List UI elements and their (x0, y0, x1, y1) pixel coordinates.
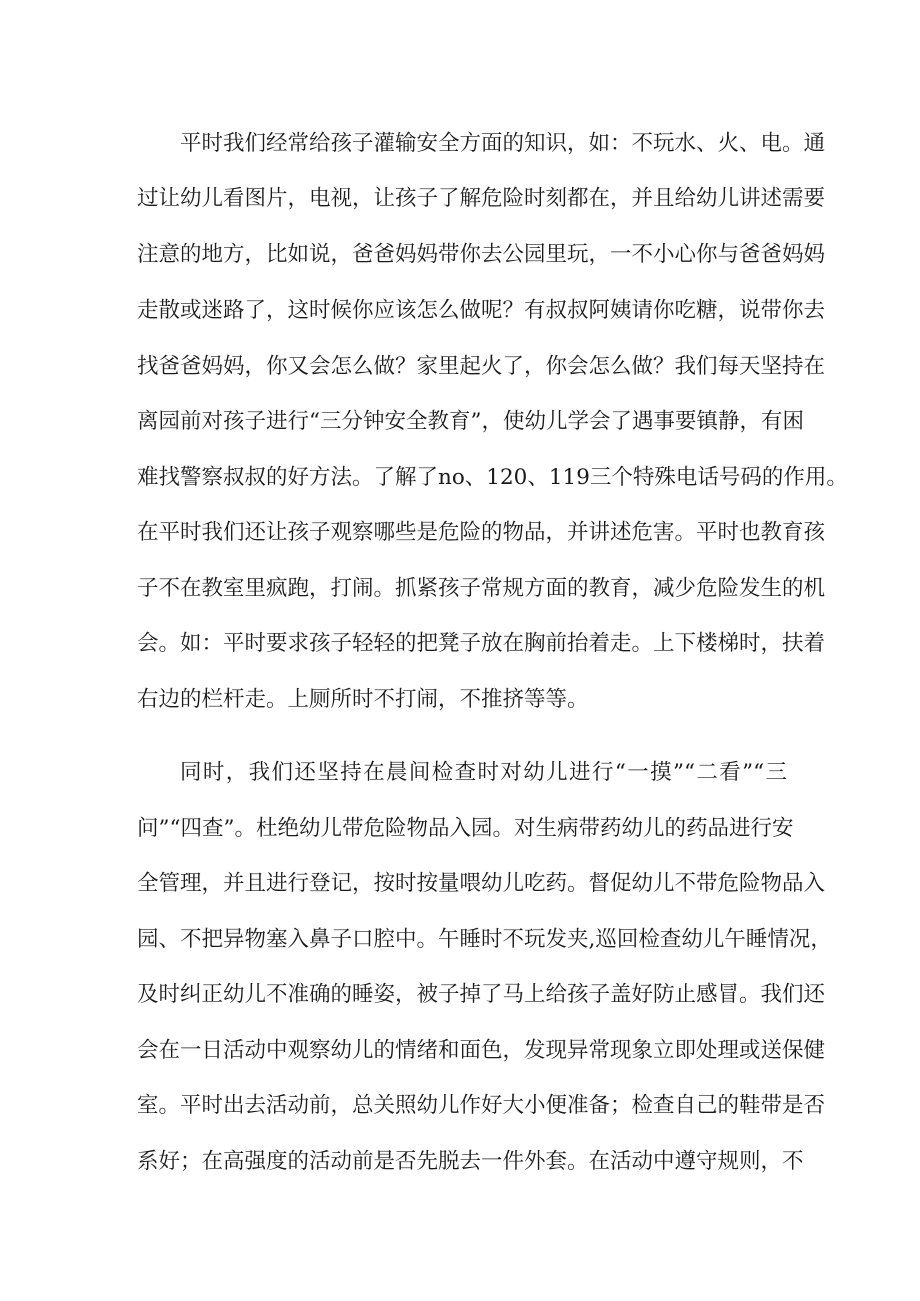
paragraph-1-line-1: 平时我们经常给孩子灌输安全方面的知识，如：不玩水、火、电。通 (180, 131, 826, 156)
paragraph-1-line-8: 在平时我们还让孩子观察哪些是危险的物品，并讲述危害。平时也教育孩 (137, 520, 826, 545)
paragraph-2-line-8: 系好；在高强度的活动前是否先脱去一件外套。在活动中遵守规则，不 (137, 1149, 804, 1174)
paragraph-2-line-6: 会在一日活动中观察幼儿的情绪和面色，发现异常现象立即处理或送保健 (137, 1038, 826, 1063)
paragraph-2-line-2: 问”“四查”。杜绝幼儿带危险物品入园。对生病带药幼儿的药品进行安 (137, 816, 794, 841)
paragraph-1-line-4: 走散或迷路了，这时候你应该怎么做呢？有叔叔阿姨请你吃糖，说带你去 (137, 298, 826, 323)
paragraph-1-line-3: 注意的地方，比如说，爸爸妈妈带你去公园里玩，一不小心你与爸爸妈妈 (137, 242, 826, 267)
paragraph-1-line-11: 右边的栏杆走。上厕所时不打闹，不推挤等等。 (137, 687, 589, 712)
paragraph-2-line-4: 园、不把异物塞入鼻子口腔中。午睡时不玩发夹,巡回检查幼儿午睡情况， (137, 927, 832, 952)
paragraph-2-line-5: 及时纠正幼儿不准确的睡姿，被子掉了马上给孩子盖好防止感冒。我们还 (137, 982, 826, 1007)
paragraph-2-line-3: 全管理，并且进行登记，按时按量喂幼儿吃药。督促幼儿不带危险物品入 (137, 871, 826, 896)
paragraph-1-line-2: 过让幼儿看图片，电视，让孩子了解危险时刻都在，并且给幼儿讲述需要 (137, 186, 826, 211)
paragraph-1-line-5: 找爸爸妈妈，你又会怎么做？家里起火了，你会怎么做？我们每天坚持在 (137, 354, 826, 379)
paragraph-1-line-6: 离园前对孩子进行“三分钟安全教育”，使幼儿学会了遇事要镇静，有困 (137, 409, 804, 434)
paragraph-1-line-7: 难找警察叔叔的好方法。了解了no、120、119三个特殊电话号码的作用。 (137, 465, 848, 490)
paragraph-1-line-9: 子不在教室里疯跑，打闹。抓紧孩子常规方面的教育，减少危险发生的机 (137, 576, 826, 601)
paragraph-2-line-7: 室。平时出去活动前，总关照幼儿作好大小便准备；检查自己的鞋带是否 (137, 1093, 826, 1118)
paragraph-1-line-10: 会。如：平时要求孩子轻轻的把凳子放在胸前抬着走。上下楼梯时，扶着 (137, 631, 826, 656)
paragraph-2-line-1: 同时，我们还坚持在晨间检查时对幼儿进行“一摸”“二看”“三 (180, 760, 787, 785)
